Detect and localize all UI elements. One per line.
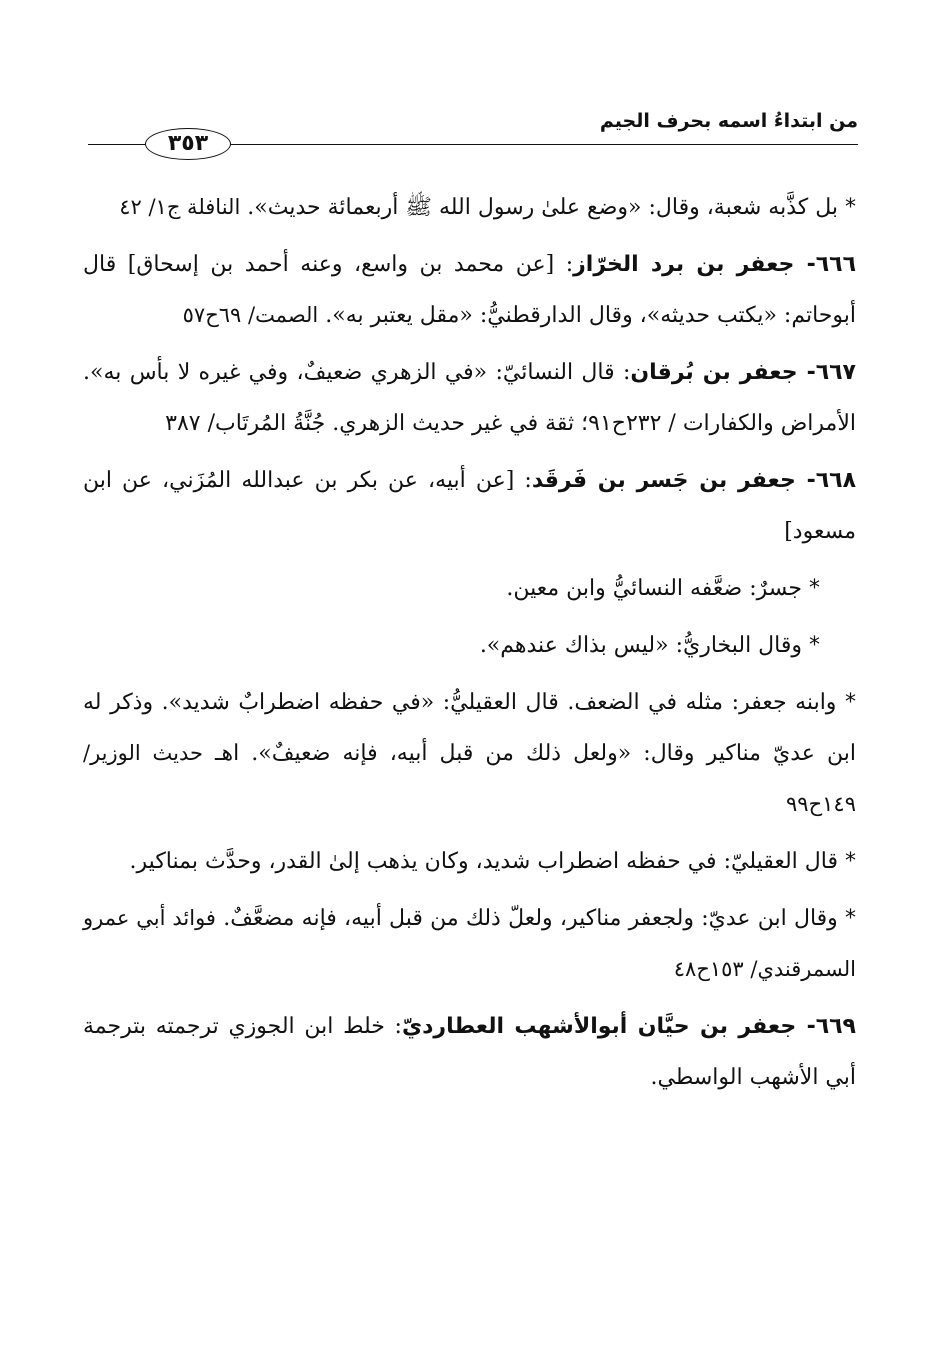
- entry-text: : [عن محمد بن واسع، وعنه أحمد بن إسحاق] قال أبوحاتم: «يكتب حديثه»، وقال الدارقطنيُّ: «مقل يعتبر به».: [83, 252, 856, 328]
- entry-669: [83, 1001, 856, 1103]
- page-number: ٣٥٣: [145, 128, 231, 160]
- note-uqayli: [83, 836, 856, 887]
- note-text: وقال ابن عديّ: ولجعفر مناكير، ولعلّ ذلك من قبل أبيه، فإنه مضعَّفٌ.: [223, 906, 846, 931]
- entry-text: : قال النسائيّ: «في الزهري ضعيفٌ، وفي غيره لا بأس به». الأمراض والكفارات / ٢٣٢ح٩١؛ ثقة في غير حديث الزهري. جُنَّةُ المُرتَاب/ ٣٨٧: [83, 360, 856, 436]
- entry-667: [83, 347, 856, 449]
- entry-text: : خلط ابن الجوزي ترجمته بترجمة أبي الأشهب الواسطي.: [83, 1014, 856, 1090]
- source-reference: فوائد أبي عمرو السمرقندي/ ١٥٣ح٤٨: [83, 906, 856, 981]
- bullet-star: *: [809, 633, 820, 658]
- note-son: [83, 677, 856, 830]
- note-ibn-adi: [83, 893, 856, 995]
- entry-text: : [عن أبيه، عن بكر بن عبدالله المُزَني، عن ابن مسعود]: [83, 468, 856, 544]
- bullet-star: *: [845, 906, 857, 931]
- bullet-star: *: [845, 849, 856, 874]
- bullet-star: *: [845, 195, 856, 220]
- paragraph-note-1: [83, 182, 856, 233]
- note-text: جسرٌ: ضعَّفه النسائيُّ وابن معين.: [506, 576, 809, 601]
- bullet-star: *: [809, 576, 820, 601]
- bullet-star: *: [845, 690, 856, 715]
- entry-668: [83, 455, 856, 557]
- note-text: وابنه جعفر: مثله في الضعف. قال العقيليُّ: «في حفظه اضطرابٌ شديد». وذكر له ابن عديّ مناكير وقال: «ولعل ذلك من قبل أبيه، فإنه ضعيفٌ». اهـ: [83, 690, 856, 766]
- chapter-title: من ابتداءُ اسمه بحرف الجيم: [599, 110, 858, 132]
- paragraph-text: بل كذَّبه شعبة، وقال: «وضع علىٰ رسول الله ﷺ أربعمائة حديث».: [247, 195, 845, 220]
- source-reference: النافلة ج١/ ٤٢: [119, 195, 241, 219]
- entry-heading: ٦٦٦- جعفر بن برد الخرّاز: [573, 252, 857, 277]
- running-header: [88, 100, 858, 160]
- note-bukhari: [83, 620, 856, 671]
- page-body: [83, 182, 856, 1109]
- entry-heading: ٦٦٨- جعفر بن جَسر بن فَرقَد: [531, 468, 857, 493]
- entry-666: [83, 239, 856, 341]
- source-reference: الصمت/ ٦٩ح٥٧: [182, 303, 319, 327]
- source-reference: حديث الوزير/ ١٤٩ح٩٩: [83, 741, 856, 816]
- note-text: وقال البخاريُّ: «ليس بذاك عندهم».: [479, 633, 809, 658]
- note-text: قال العقيليّ: في حفظه اضطراب شديد، وكان يذهب إلىٰ القدر، وحدَّث بمناكير.: [129, 849, 845, 874]
- entry-heading: ٦٦٧- جعفر بن بُرقان: [630, 360, 856, 385]
- note-jasr: [83, 563, 856, 614]
- entry-heading: ٦٦٩- جعفر بن حيَّان أبوالأشهب العطارديّ: [401, 1014, 856, 1039]
